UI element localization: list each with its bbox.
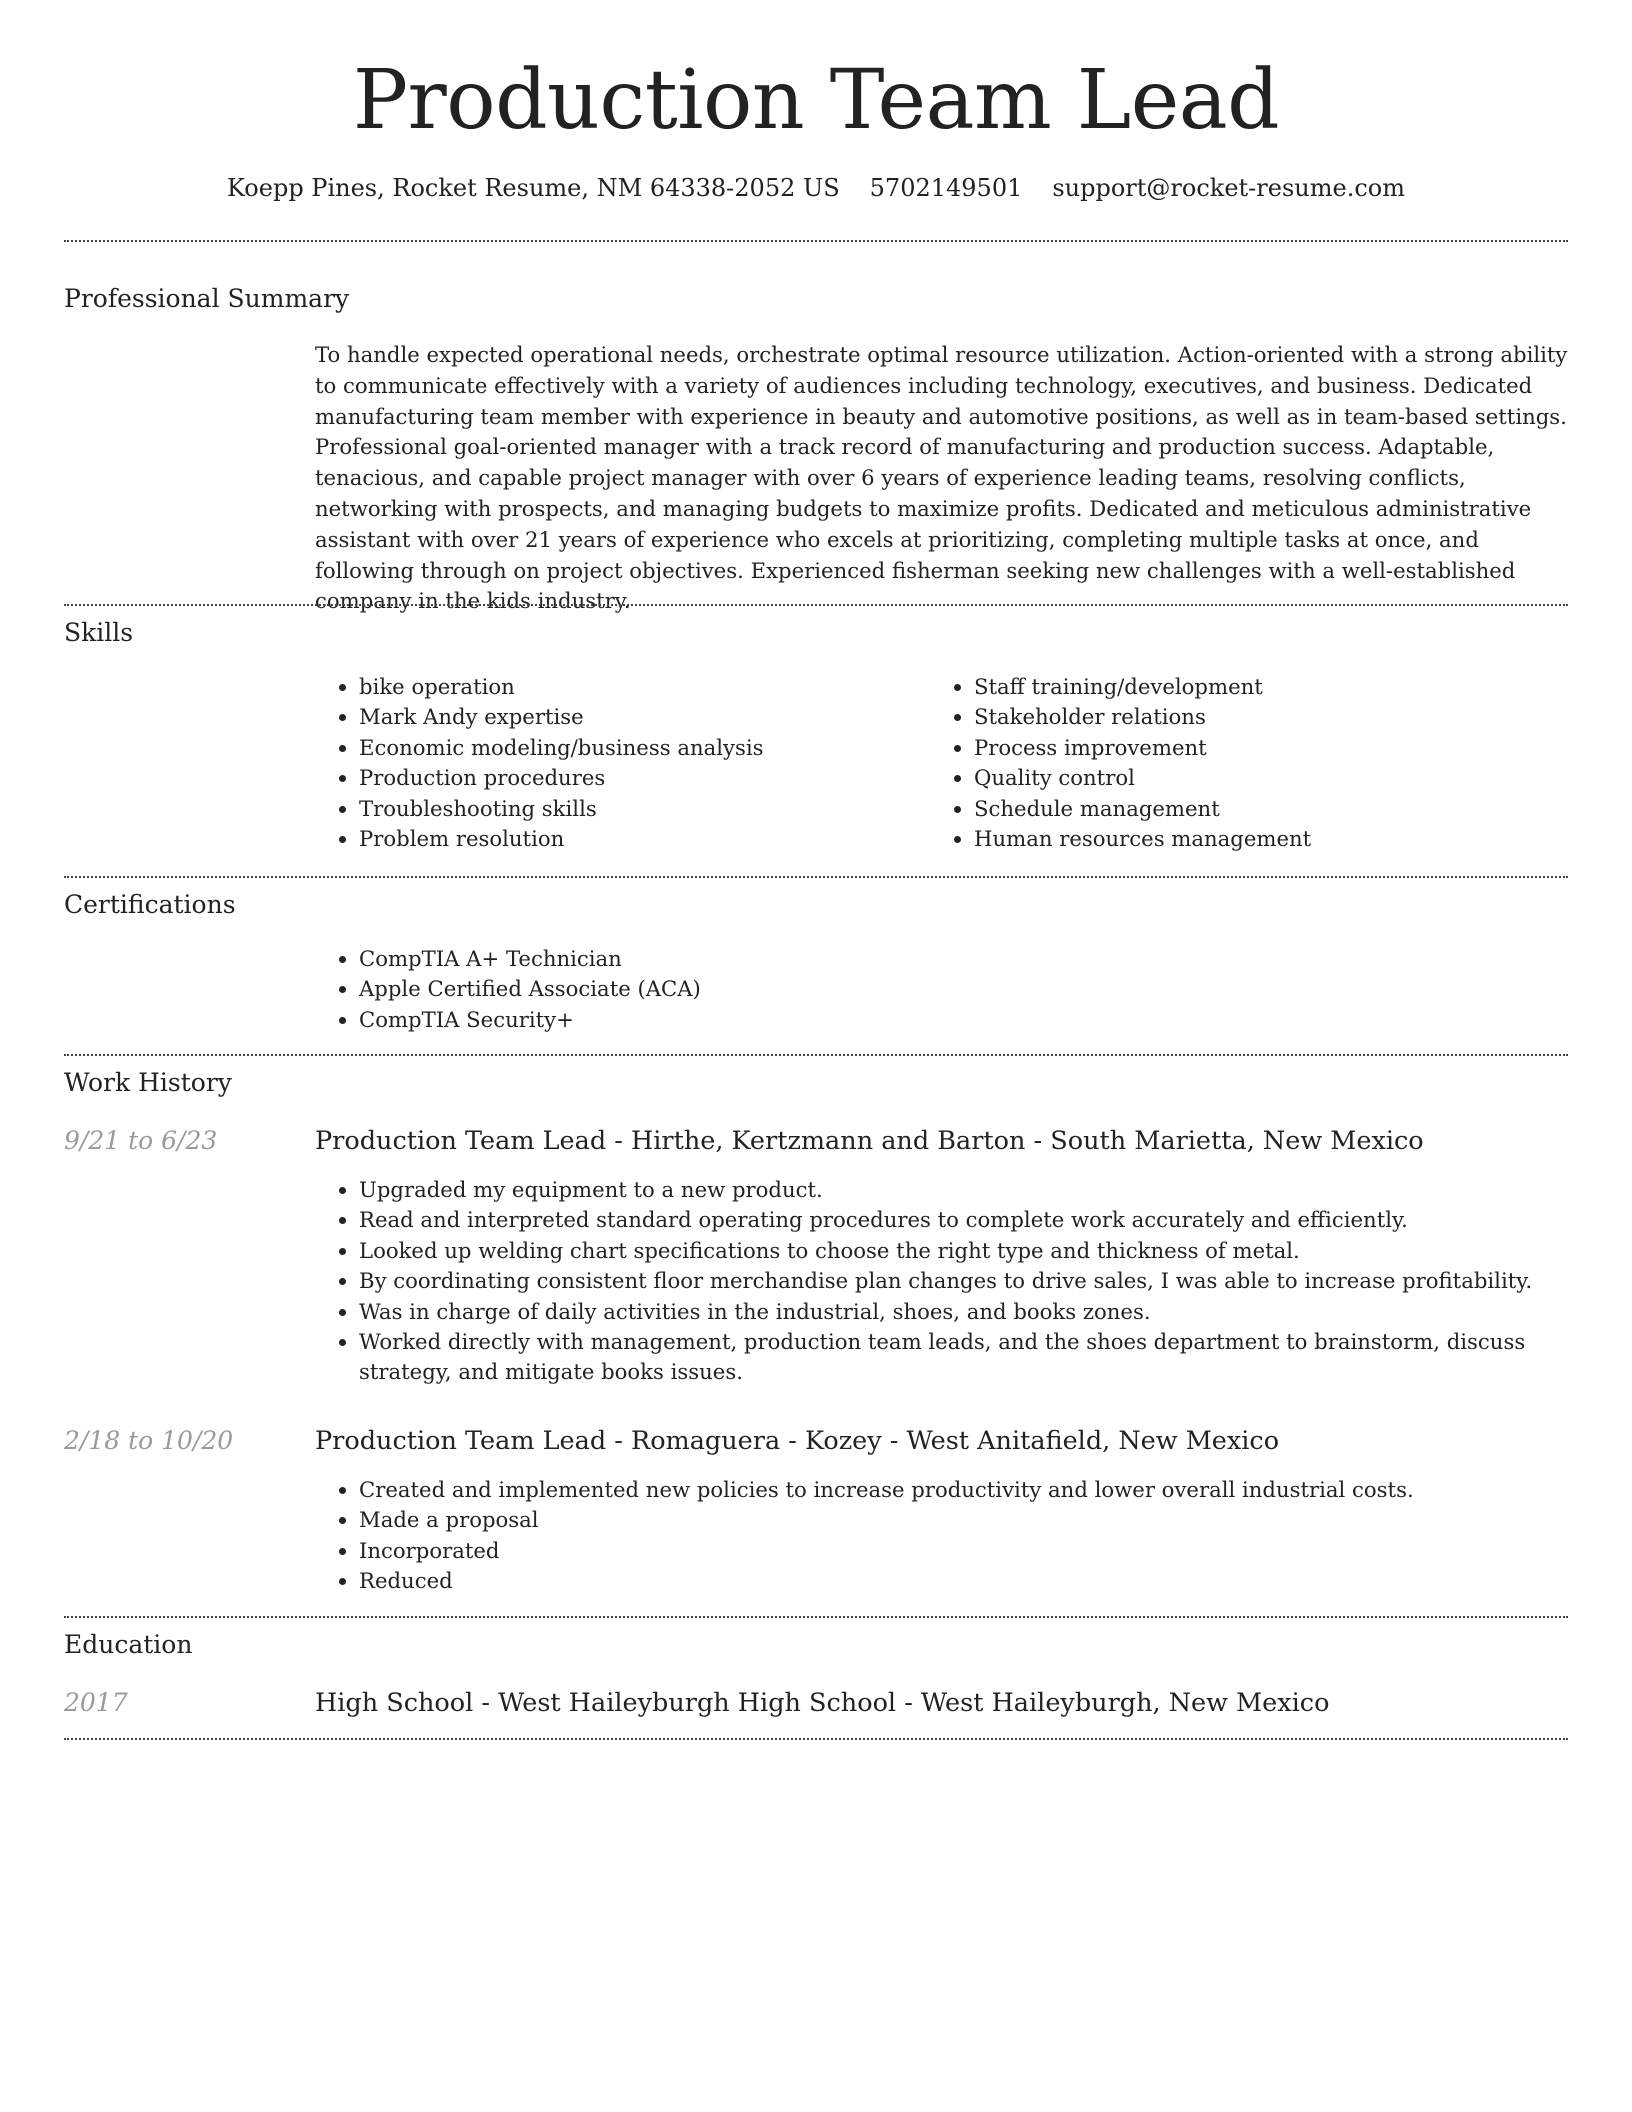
education-heading: High School - West Haileyburgh High School - West Haileyburgh, New Mexico: [315, 1688, 1330, 1718]
job-bullet: • By coordinating consistent floor merchandise plan changes to drive sales, I was able to increase profitability.: [359, 1266, 1568, 1296]
job-bullets: [315, 1175, 1568, 1388]
skills-list-right: [930, 672, 1574, 854]
skill-item: • Process improvement: [974, 733, 1574, 763]
job-bullet: • Worked directly with management, production team leads, and the shoes department to brainstorm, discuss strategy, and mitigate books issues.: [359, 1327, 1568, 1388]
certifications-list: [315, 944, 1359, 1035]
job-bullet: • Was in charge of daily activities in the industrial, shoes, and books zones.: [359, 1297, 1568, 1327]
skill-item: • Schedule management: [974, 794, 1574, 824]
skill-item: • Production procedures: [359, 763, 919, 793]
contact-phone: 5702149501: [869, 174, 1023, 202]
section-title-certifications: Certifications: [64, 890, 236, 919]
education-year: 2017: [64, 1688, 128, 1717]
divider: [64, 604, 1568, 606]
summary-text: To handle expected operational needs, orchestrate optimal resource utilization. Action-oriented with a strong ability to communicate effectively with a variety of audiences including technology, executives, and business. Dedicated manufacturing team member with experience in beauty and automotive positions, as well as in team-based settings. Professional goal-oriented manager with a track record of manufacturing and production success. Adaptable, tenacious, and capable project manager with over 6 years of experience leading teams, resolving conflicts, networking with prospects, and managing budgets to maximize profits. Dedicated and meticulous administrative assistant with over 21 years of experience who excels at prioritizing, completing multiple tasks at once, and following through on project objectives. Experienced fisherman seeking new challenges with a well-established company in the kids industry.: [315, 342, 1568, 614]
skill-item: • Mark Andy expertise: [359, 702, 919, 732]
job-bullet: • Incorporated: [359, 1536, 1568, 1566]
job-heading: Production Team Lead - Romaguera - Kozey - West Anitafield, New Mexico: [315, 1426, 1280, 1456]
job-dates: 2/18 to 10/20: [64, 1426, 234, 1455]
divider: [64, 1054, 1568, 1056]
job-dates: 9/21 to 6/23: [64, 1126, 218, 1155]
section-title-work-history: Work History: [64, 1068, 232, 1097]
skill-item: • Staff training/development: [974, 672, 1574, 702]
skill-item: • bike operation: [359, 672, 919, 702]
job-bullet: • Made a proposal: [359, 1505, 1568, 1535]
job-bullet: • Upgraded my equipment to a new product.: [359, 1175, 1568, 1205]
certification-item: • CompTIA A+ Technician: [359, 944, 1359, 974]
divider: [64, 240, 1568, 242]
contact-line: [64, 170, 1568, 206]
skill-item: • Human resources management: [974, 824, 1574, 854]
divider: [64, 1738, 1568, 1740]
skills-list-left: [315, 672, 919, 854]
certification-item: • CompTIA Security+: [359, 1005, 1359, 1035]
skill-item: • Problem resolution: [359, 824, 919, 854]
job-bullet: • Created and implemented new policies to increase productivity and lower overall industrial costs.: [359, 1475, 1568, 1505]
skill-item: • Economic modeling/business analysis: [359, 733, 919, 763]
contact-address: Koepp Pines, Rocket Resume, NM 64338-2052 US: [227, 174, 840, 202]
section-title-skills: Skills: [64, 618, 134, 647]
divider: [64, 1616, 1568, 1618]
skill-item: • Stakeholder relations: [974, 702, 1574, 732]
contact-email: support@rocket-resume.com: [1052, 174, 1405, 202]
section-title-summary: Professional Summary: [64, 284, 350, 313]
certification-item: • Apple Certified Associate (ACA): [359, 974, 1359, 1004]
job-heading: Production Team Lead - Hirthe, Kertzmann and Barton - South Marietta, New Mexico: [315, 1126, 1424, 1156]
skill-item: • Troubleshooting skills: [359, 794, 919, 824]
candidate-name: Production Team Lead: [352, 53, 1280, 148]
job-bullet: • Looked up welding chart specifications to choose the right type and thickness of metal.: [359, 1236, 1568, 1266]
divider: [64, 876, 1568, 878]
job-bullet: • Read and interpreted standard operating procedures to complete work accurately and efficiently.: [359, 1205, 1568, 1235]
job-bullets: [315, 1475, 1568, 1597]
section-title-education: Education: [64, 1630, 193, 1659]
skill-item: • Quality control: [974, 763, 1574, 793]
job-bullet: • Reduced: [359, 1566, 1568, 1596]
